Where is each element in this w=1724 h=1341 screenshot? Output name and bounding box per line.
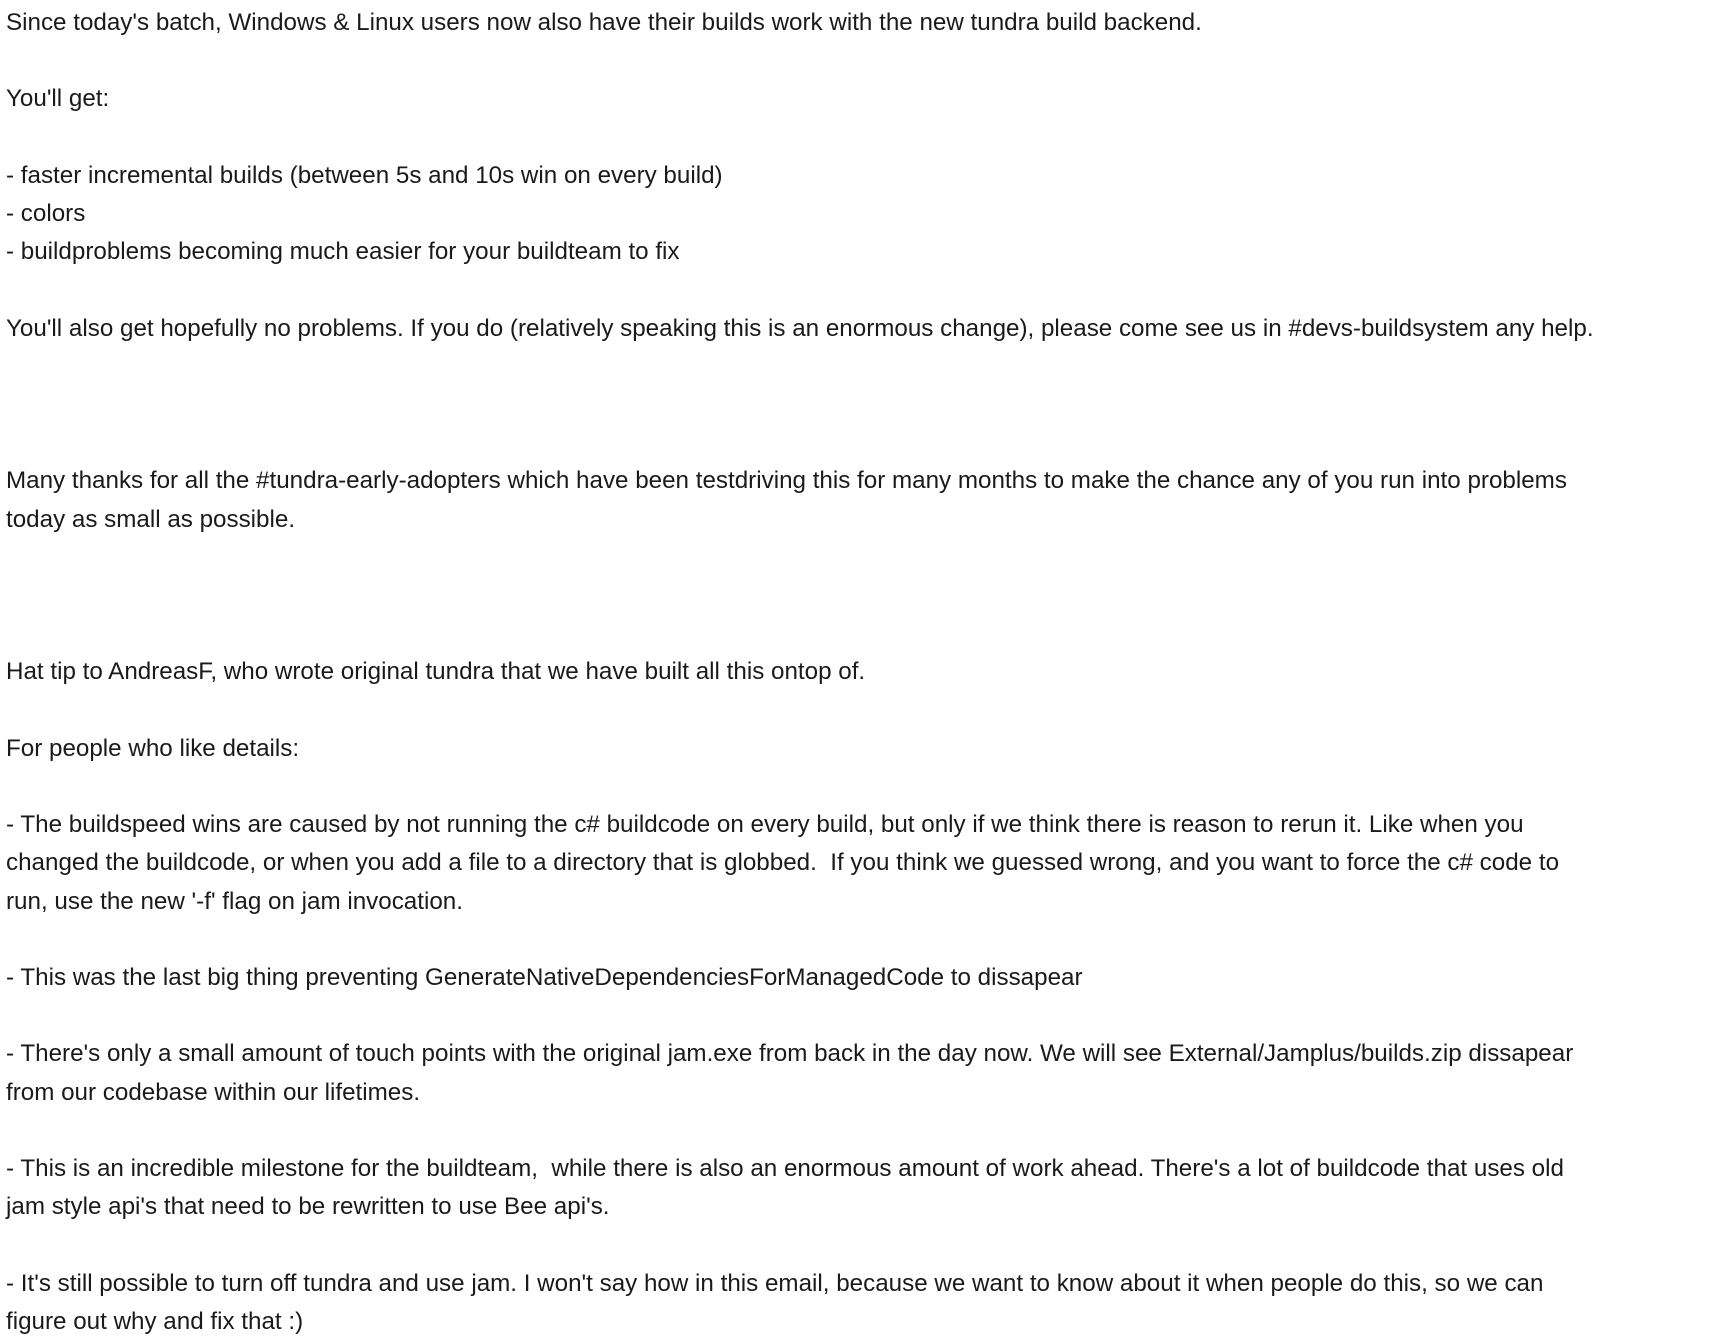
detail-line: jam style api's that need to be rewritten to use Bee api's. (6, 1193, 610, 1221)
detail-paragraph-milestone (6, 1150, 1724, 1226)
thanks-paragraph (6, 386, 1724, 615)
detail-line: run, use the new '-f' flag on jam invocation. (6, 887, 463, 915)
detail-line: changed the buildcode, or when you add a file to a directory that is globbed. If you think we guessed wrong, and you want to force the c# code to (6, 849, 1560, 877)
benefit-item: - colors (6, 199, 86, 227)
detail-line: - This was the last big thing preventing GenerateNativeDependenciesForManagedCode to dissapear (6, 963, 1083, 991)
benefit-item: - buildproblems becoming much easier for your buildteam to fix (6, 238, 680, 266)
detail-line: - There's only a small amount of touch points with the original jam.exe from back in the day now. We will see External/Jamplus/builds.zip dissapear (6, 1040, 1574, 1068)
youll-get-heading: You'll get: (6, 85, 110, 113)
detail-line: - It's still possible to turn off tundra and use jam. I won't say how in this email, because we want to know about it when people do this, so we can (6, 1269, 1544, 1297)
detail-paragraph-jam-exe (6, 1035, 1724, 1111)
detail-paragraph-buildspeed (6, 806, 1724, 921)
detail-line: from our codebase within our lifetimes. (6, 1078, 421, 1106)
hat-tip-paragraph: Hat tip to AndreasF, who wrote original tundra that we have built all this ontop of. (6, 658, 866, 686)
intro-paragraph: Since today's batch, Windows & Linux users now also have their builds work with the new tundra build backend. (6, 9, 1202, 36)
detail-paragraph-native-deps (6, 959, 1724, 997)
benefits-list (6, 157, 1724, 272)
detail-paragraph-turn-off (6, 1265, 1724, 1341)
detail-line: - This is an incredible milestone for the buildteam, while there is also an enormous amount of work ahead. There's a lot of buildcode that uses old (6, 1154, 1564, 1182)
problems-paragraph: You'll also get hopefully no problems. If you do (relatively speaking this is an enormous change), please come see us in #devs-buildsystem any help. (6, 314, 1594, 342)
thanks-line: Many thanks for all the #tundra-early-adopters which have been testdriving this for many months to make the chance any of you run into problems (6, 467, 1567, 495)
benefit-item: - faster incremental builds (between 5s and 10s win on every build) (6, 161, 723, 189)
thanks-line: today as small as possible. (6, 505, 296, 533)
detail-line: - The buildspeed wins are caused by not running the c# buildcode on every build, but only if we think there is reason to rerun it. Like when you (6, 811, 1524, 839)
details-intro: For people who like details: (6, 734, 300, 762)
detail-line: figure out why and fix that :) (6, 1307, 304, 1335)
